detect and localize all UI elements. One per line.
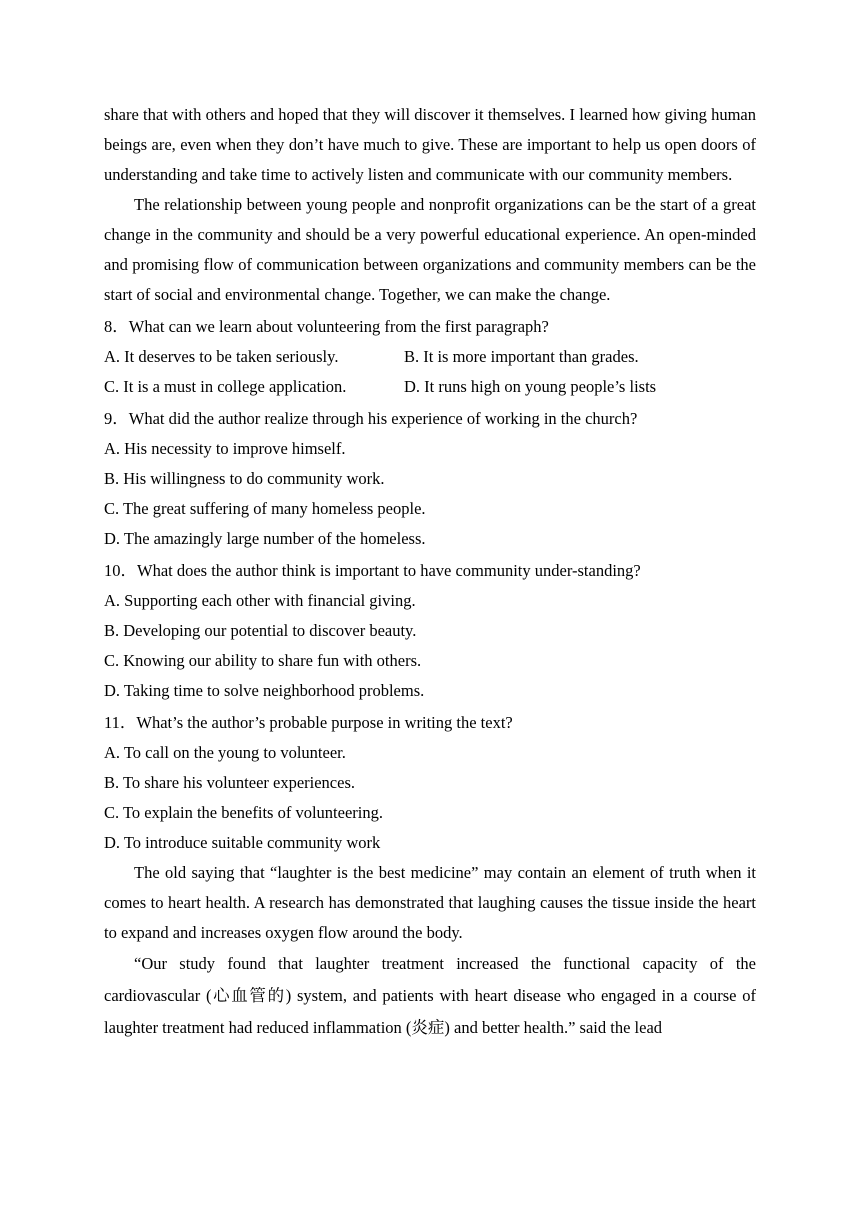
question-8: 8．What can we learn about volunteering from the first paragraph? bbox=[104, 317, 549, 336]
question-11-option-b: B. To share his volunteer experiences. bbox=[104, 773, 356, 792]
paragraph-1: share that with others and hoped that they will discover it themselves. I learned how giving human beings are, even when they don’t have much to give. These are important to help us open doors of understanding and take time to actively listen and communicate with our community members. bbox=[104, 105, 756, 184]
paragraph-2: The relationship between young people and nonprofit organizations can be the start of a great change in the community and should be a very powerful educational experience. An open-minded and promising flow of communication between organizations and community members can be the start of social and environmental change. Together, we can make the change. bbox=[104, 195, 756, 304]
question-11-option-d: D. To introduce suitable community work bbox=[104, 833, 381, 852]
document-page bbox=[104, 100, 756, 1044]
question-10-option-a: A. Supporting each other with financial giving. bbox=[104, 591, 416, 610]
question-10-option-c: C. Knowing our ability to share fun with others. bbox=[104, 651, 422, 670]
question-8-option-b: B. It is more important than grades. bbox=[404, 347, 639, 366]
question-10-option-b: B. Developing our potential to discover beauty. bbox=[104, 621, 417, 640]
question-11-option-a: A. To call on the young to volunteer. bbox=[104, 743, 346, 762]
question-8-option-d: D. It runs high on young people’s lists bbox=[404, 377, 657, 396]
question-10-option-d: D. Taking time to solve neighborhood problems. bbox=[104, 681, 425, 700]
question-9: 9．What did the author realize through his experience of working in the church? bbox=[104, 409, 638, 428]
question-8-option-a: A. It deserves to be taken seriously. bbox=[104, 347, 339, 366]
paragraph-3: The old saying that “laughter is the best medicine” may contain an element of truth when it comes to heart health. A research has demonstrated that laughing causes the tissue inside the heart to expand and increases oxygen flow around the body. bbox=[104, 863, 756, 942]
question-11-option-c: C. To explain the benefits of volunteering. bbox=[104, 803, 383, 822]
question-10: 10．What does the author think is important to have community under-standing? bbox=[104, 561, 641, 580]
question-9-option-a: A. His necessity to improve himself. bbox=[104, 439, 346, 458]
question-8-options-row-2 bbox=[104, 372, 756, 402]
question-9-option-b: B. His willingness to do community work. bbox=[104, 469, 385, 488]
question-11: 11．What’s the author’s probable purpose in writing the text? bbox=[104, 713, 513, 732]
question-9-option-d: D. The amazingly large number of the homeless. bbox=[104, 529, 426, 548]
question-8-options-row-1 bbox=[104, 342, 756, 372]
paragraph-4: “Our study found that laughter treatment increased the functional capacity of the cardiovascular (心血管的) system, and patients with heart disease who engaged in a course of laughter treatment had reduced inflammation (炎症) and better health.” said the lead bbox=[104, 954, 756, 1037]
question-8-option-c: C. It is a must in college application. bbox=[104, 377, 347, 396]
question-9-option-c: C. The great suffering of many homeless people. bbox=[104, 499, 426, 518]
